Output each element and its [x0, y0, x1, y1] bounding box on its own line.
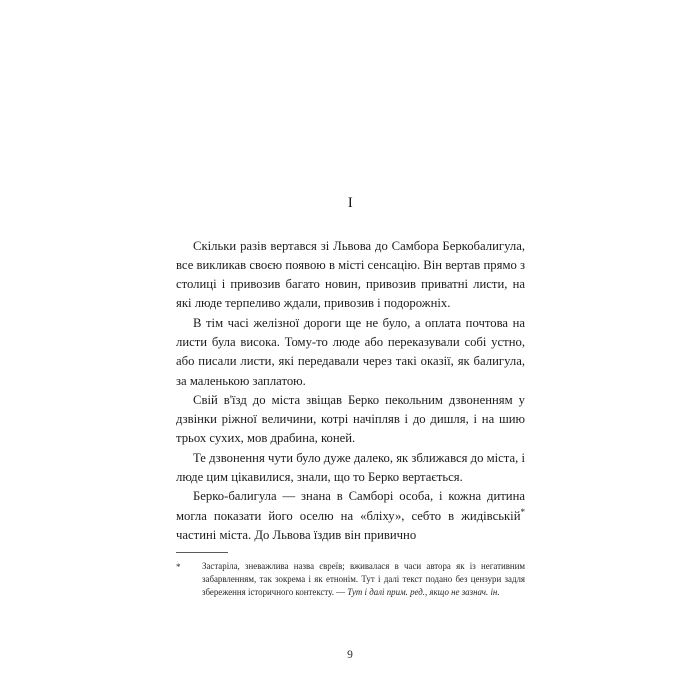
footnote-row — [176, 560, 525, 600]
footnote-text — [202, 560, 525, 600]
paragraph-3: Свій в'їзд до міста звіщав Берко пекольним дзвоненням у дзвінки ріжної величини, котрі начіпляв і до дишля, і на шию трьох сухих, мов драбина, коней. — [176, 392, 525, 446]
footnote-separator-rule — [176, 552, 228, 553]
paragraph-5-text-after-footnote-marker: частині міста. До Львова їздив він привично — [176, 527, 417, 542]
text-column — [176, 196, 525, 545]
paragraph-5-text-before-footnote-marker: Берко-балигула — знана в Самборі особа, і кожна дитина могла показати його оселю на «бліху», себто в жидівській — [176, 489, 525, 523]
paragraph-5 — [176, 487, 525, 545]
footnote-marker: * — [176, 562, 181, 572]
paragraph-2: В тім часі желізної дороги ще не було, а оплата почтова на листи була висока. Тому-то люде або переказували собі устно, або писали листи, які передавали через такі оказії, як балигула, за маленькою заплатою. — [176, 315, 525, 388]
footnote-reference-marker[interactable]: * — [520, 506, 525, 517]
paragraph-1: Скільки разів вертався зі Львова до Самбора Беркобалигула, все викликав своєю появою в місті сенсацію. Він вертав прямо з столиці і привозив багато новин, привозив приватні листи, на які люде терпеливо ждали, привозив і подорожніх. — [176, 238, 525, 311]
footnote-block — [176, 552, 525, 600]
paragraph-4: Те дзвонення чути було дуже далеко, як зближався до міста, і люде цим цікавилися, знали, що то Берко вертається. — [176, 450, 525, 485]
chapter-number: I — [347, 195, 354, 211]
body-text — [176, 237, 525, 546]
page-number: 9 — [347, 649, 353, 661]
footnote-text-plain: Застаріла, зневажлива назва євреїв; вживалася в часи автора як із негативним забарвленням, так зокрема і як етнонім. Тут і далі текст подано без цензури задля збереження історичного контексту. — — [202, 561, 525, 598]
footnote-text-italic: Тут і далі прим. ред., якщо не зазнач. ін. — [347, 587, 500, 598]
